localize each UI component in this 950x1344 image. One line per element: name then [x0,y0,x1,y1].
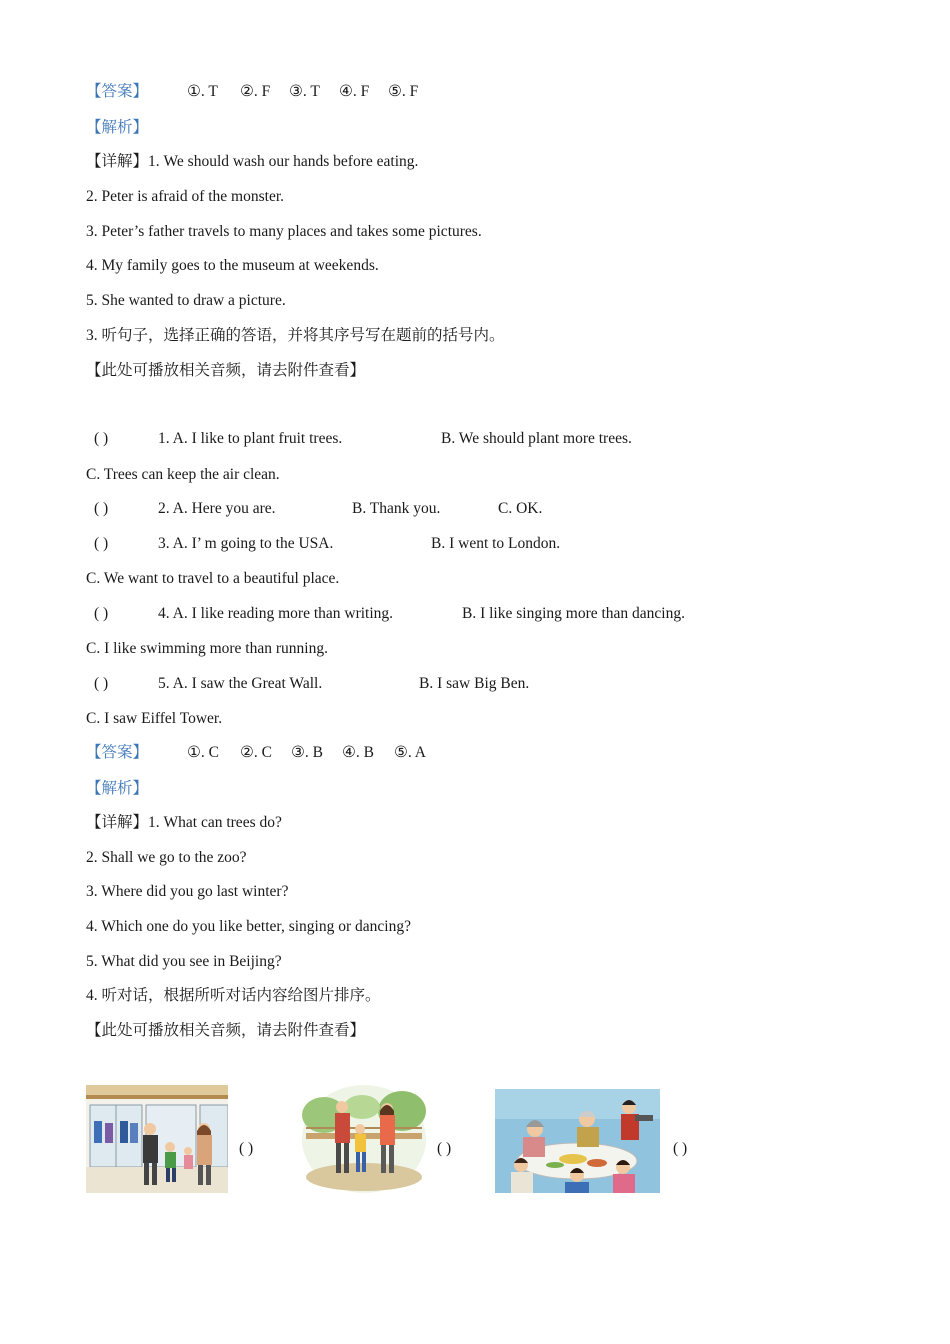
detail-tag: 【详解】 [86,153,149,170]
q4-option-b: B. I like singing more than dancing. [462,605,685,622]
section4-heading: 4. 听对话，根据所听对话内容给图片排序。 [86,987,381,1004]
answer-1: ①. C [187,744,219,761]
answer-paren: ( ) [94,430,109,447]
answer-paren: ( ) [94,535,109,552]
q3-option-a: 3. A. I’ m going to the USA. [158,535,334,552]
detail-line-3: 3. Peter’s father travels to many places and takes some pictures. [86,223,482,240]
answer-tag: 【答案】 [86,744,149,761]
answer-tag: 【答案】 [86,83,149,100]
q2-option-b: B. Thank you. [352,500,441,517]
q3-option-c: C. We want to travel to a beautiful place. [86,570,340,587]
answer-paren: ( ) [94,605,109,622]
detail-line-2: 2. Shall we go to the zoo? [86,849,247,866]
family-dinner-picture [495,1089,660,1193]
q3-option-b: B. I went to London. [431,535,561,552]
section3-heading: 3. 听句子，选择正确的答语，并将其序号写在题前的括号内。 [86,327,505,344]
detail-line-1: 【详解】1. What can trees do? [86,814,282,831]
detail-line-5: 5. She wanted to draw a picture. [86,292,286,309]
q5-option-c: C. I saw Eiffel Tower. [86,710,223,727]
analysis-tag: 【解析】 [86,780,149,797]
q1-option-c: C. Trees can keep the air clean. [86,466,280,483]
detail-line-3: 3. Where did you go last winter? [86,883,289,900]
answer-4: ④. F [339,83,370,100]
q2-option-a: 2. A. Here you are. [158,500,276,517]
answer-paren: ( ) [94,675,109,692]
answer-3: ③. T [289,83,320,100]
q1-option-a: 1. A. I like to plant fruit trees. [158,430,343,447]
audio-note: 【此处可播放相关音频，请去附件查看】 [86,1022,366,1039]
detail-tag: 【详解】 [86,814,149,831]
shopping-mall-picture [86,1085,228,1193]
audio-note: 【此处可播放相关音频，请去附件查看】 [86,362,366,379]
analysis-tag: 【解析】 [86,119,149,136]
detail-line-4: 4. Which one do you like better, singing or dancing? [86,918,411,935]
answer-paren: ( ) [94,500,109,517]
detail-line-5: 5. What did you see in Beijing? [86,953,282,970]
q5-option-b: B. I saw Big Ben. [419,675,530,692]
detail-line-2: 2. Peter is afraid of the monster. [86,188,285,205]
park-walk-picture [302,1085,426,1193]
q1-option-b: B. We should plant more trees. [441,430,632,447]
order-paren-3: ( ) [673,1140,688,1157]
answer-4: ④. B [342,744,374,761]
answer-3: ③. B [291,744,323,761]
answer-5: ⑤. F [388,83,419,100]
answer-5: ⑤. A [394,744,426,761]
q4-option-a: 4. A. I like reading more than writing. [158,605,394,622]
q4-option-c: C. I like swimming more than running. [86,640,328,657]
detail-line-1: 【详解】1. We should wash our hands before eating. [86,153,419,170]
q5-option-a: 5. A. I saw the Great Wall. [158,675,323,692]
order-paren-1: ( ) [239,1140,254,1157]
answer-2: ②. C [240,744,272,761]
q2-option-c: C. OK. [498,500,543,517]
detail-line-4: 4. My family goes to the museum at weekends. [86,257,379,274]
answer-1: ①. T [187,83,218,100]
answer-2: ②. F [240,83,271,100]
order-paren-2: ( ) [437,1140,452,1157]
